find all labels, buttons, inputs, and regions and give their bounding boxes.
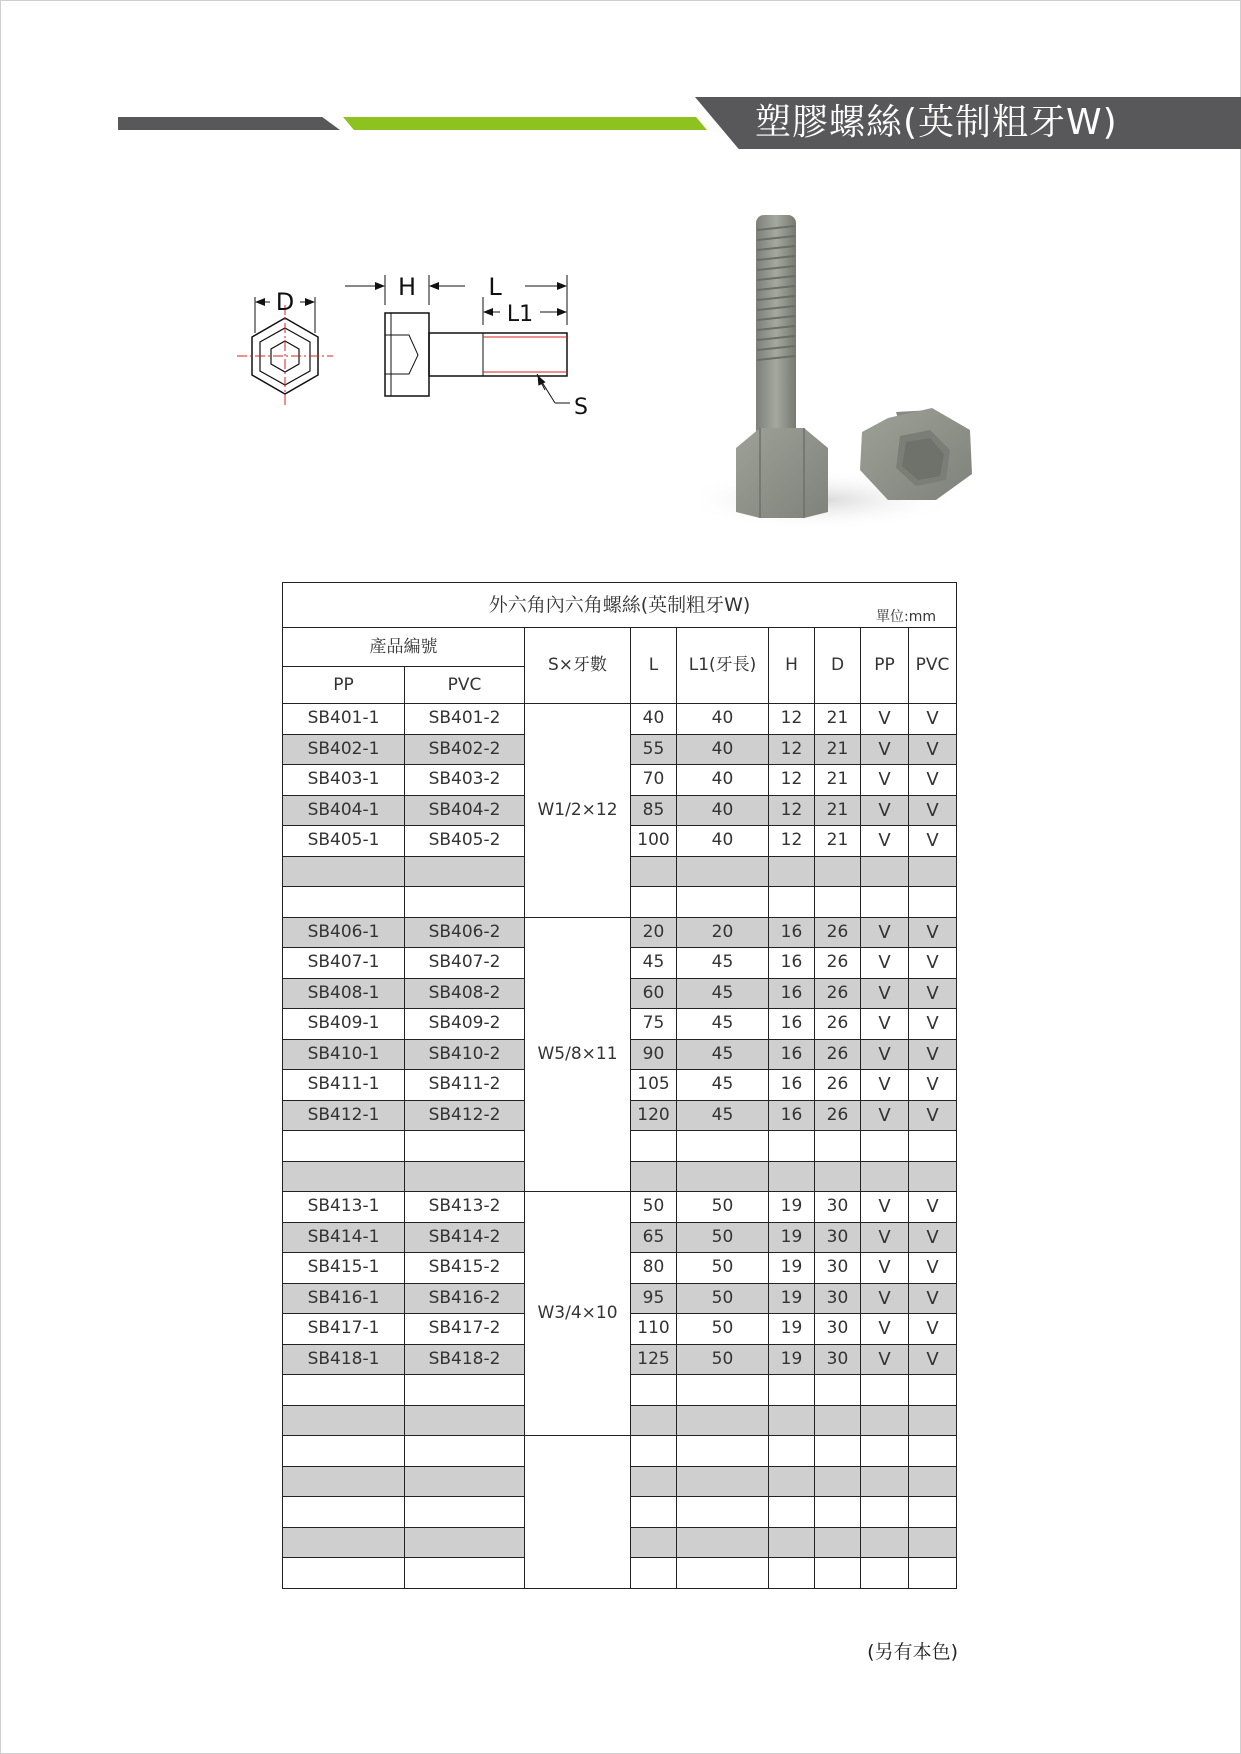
cell-l1: 45	[677, 978, 769, 1009]
header-d: D	[815, 628, 861, 704]
cell-l: 105	[631, 1070, 677, 1101]
cell-pvc-no: SB414-2	[405, 1222, 525, 1253]
cell-l1: 40	[677, 826, 769, 857]
cell-d: 21	[815, 826, 861, 857]
cell-pp-no: SB403-1	[283, 765, 405, 796]
header-s: S×牙數	[525, 628, 631, 704]
cell-pp-check: V	[861, 1314, 909, 1345]
cell-pp-check: V	[861, 1222, 909, 1253]
cell-h: 19	[769, 1222, 815, 1253]
cell-h	[769, 1131, 815, 1162]
cell-l: 40	[631, 704, 677, 735]
cell-d: 26	[815, 1009, 861, 1040]
cell-pvc-check: V	[909, 795, 957, 826]
bolt-side-view	[345, 275, 588, 420]
cell-pvc-no: SB402-2	[405, 734, 525, 765]
cell-pvc-check: V	[909, 704, 957, 735]
cell-pvc-check	[909, 1497, 957, 1528]
cell-pp-no	[283, 1558, 405, 1589]
cell-pvc-check: V	[909, 1039, 957, 1070]
cell-l1: 50	[677, 1222, 769, 1253]
cell-d: 30	[815, 1344, 861, 1375]
cell-d: 26	[815, 917, 861, 948]
cell-pp-check: V	[861, 765, 909, 796]
label-l1: L1	[506, 302, 534, 327]
cell-d: 26	[815, 948, 861, 979]
cell-h: 12	[769, 765, 815, 796]
cell-pvc-no: SB410-2	[405, 1039, 525, 1070]
cell-pvc-check	[909, 1527, 957, 1558]
cell-d	[815, 1131, 861, 1162]
cell-l: 90	[631, 1039, 677, 1070]
cell-d: 30	[815, 1314, 861, 1345]
cell-l1: 50	[677, 1283, 769, 1314]
cell-pp-no	[283, 1527, 405, 1558]
cell-pp-no	[283, 1161, 405, 1192]
cell-pp-no: SB418-1	[283, 1344, 405, 1375]
cell-l: 60	[631, 978, 677, 1009]
cell-l: 80	[631, 1253, 677, 1284]
cell-pvc-check	[909, 1375, 957, 1406]
cell-l1	[677, 1466, 769, 1497]
cell-pp-no	[283, 1466, 405, 1497]
cell-pp-no: SB416-1	[283, 1283, 405, 1314]
cell-d: 21	[815, 734, 861, 765]
cell-pvc-no	[405, 856, 525, 887]
cell-pvc-check: V	[909, 1344, 957, 1375]
cell-pp-no	[283, 1131, 405, 1162]
cell-d: 21	[815, 765, 861, 796]
cell-l1: 50	[677, 1253, 769, 1284]
cell-l1: 45	[677, 1070, 769, 1101]
cell-pvc-check	[909, 1466, 957, 1497]
cell-d	[815, 856, 861, 887]
cell-pp-check	[861, 1405, 909, 1436]
cell-pp-check: V	[861, 1070, 909, 1101]
cell-pvc-check: V	[909, 1253, 957, 1284]
cell-l	[631, 887, 677, 918]
cell-pvc-no: SB403-2	[405, 765, 525, 796]
bolt-product-photo	[700, 200, 1000, 540]
cell-d	[815, 1436, 861, 1467]
cell-pp-check: V	[861, 978, 909, 1009]
cell-l1: 40	[677, 795, 769, 826]
cell-h	[769, 1527, 815, 1558]
cell-l	[631, 856, 677, 887]
cell-l	[631, 1161, 677, 1192]
cell-pp-no: SB414-1	[283, 1222, 405, 1253]
cell-h: 16	[769, 917, 815, 948]
cell-pp-check: V	[861, 1100, 909, 1131]
cell-l	[631, 1558, 677, 1589]
cell-pvc-no: SB401-2	[405, 704, 525, 735]
cell-l1	[677, 1405, 769, 1436]
cell-pp-check: V	[861, 1253, 909, 1284]
cell-pvc-no	[405, 1497, 525, 1528]
cell-pvc-check: V	[909, 917, 957, 948]
cell-l1	[677, 1436, 769, 1467]
unit-label: 單位:mm	[876, 609, 936, 625]
cell-pp-check	[861, 1375, 909, 1406]
cell-h: 19	[769, 1283, 815, 1314]
table-row	[283, 704, 957, 735]
cell-l1: 45	[677, 1039, 769, 1070]
header-pvc-material: PVC	[909, 628, 957, 704]
cell-pvc-no: SB405-2	[405, 826, 525, 857]
cell-l1: 50	[677, 1344, 769, 1375]
cell-pvc-check	[909, 1436, 957, 1467]
cell-d	[815, 1161, 861, 1192]
cell-l1: 50	[677, 1314, 769, 1345]
cell-l: 70	[631, 765, 677, 796]
cell-pvc-no: SB406-2	[405, 917, 525, 948]
cell-h	[769, 1558, 815, 1589]
cell-l1: 45	[677, 1100, 769, 1131]
cell-pp-check	[861, 1466, 909, 1497]
cell-pp-no: SB413-1	[283, 1192, 405, 1223]
cell-pp-check	[861, 887, 909, 918]
cell-h: 19	[769, 1344, 815, 1375]
cell-pvc-check: V	[909, 734, 957, 765]
cell-d: 30	[815, 1253, 861, 1284]
header-pp-material: PP	[861, 628, 909, 704]
cell-l: 125	[631, 1344, 677, 1375]
cell-pp-check: V	[861, 826, 909, 857]
cell-d: 26	[815, 978, 861, 1009]
cell-d: 26	[815, 1039, 861, 1070]
cell-d	[815, 1497, 861, 1528]
cell-pvc-check: V	[909, 1192, 957, 1223]
cell-pvc-no: SB411-2	[405, 1070, 525, 1101]
cell-pp-no: SB401-1	[283, 704, 405, 735]
cell-pvc-check: V	[909, 1070, 957, 1101]
cell-pp-no: SB411-1	[283, 1070, 405, 1101]
cell-pp-check: V	[861, 734, 909, 765]
cell-l1	[677, 1161, 769, 1192]
cell-pvc-no: SB408-2	[405, 978, 525, 1009]
cell-h: 12	[769, 826, 815, 857]
cell-h: 19	[769, 1192, 815, 1223]
cell-l: 85	[631, 795, 677, 826]
cell-pp-check	[861, 1527, 909, 1558]
cell-pvc-check: V	[909, 1100, 957, 1131]
cell-h	[769, 887, 815, 918]
cell-pp-check: V	[861, 917, 909, 948]
cell-d	[815, 1375, 861, 1406]
cell-l1: 40	[677, 765, 769, 796]
cell-pp-no: SB410-1	[283, 1039, 405, 1070]
cell-h	[769, 1436, 815, 1467]
cell-pp-check: V	[861, 1039, 909, 1070]
cell-l: 120	[631, 1100, 677, 1131]
cell-pvc-no	[405, 1558, 525, 1589]
cell-pvc-no: SB415-2	[405, 1253, 525, 1284]
cell-h: 12	[769, 734, 815, 765]
cell-l: 110	[631, 1314, 677, 1345]
header-l: L	[631, 628, 677, 704]
cell-pvc-check	[909, 1558, 957, 1589]
header-pp: PP	[283, 667, 405, 704]
table-row	[283, 1192, 957, 1223]
cell-pp-check: V	[861, 948, 909, 979]
cell-pp-no: SB406-1	[283, 917, 405, 948]
cell-pp-check: V	[861, 1192, 909, 1223]
bolt-technical-drawing	[225, 275, 625, 475]
cell-pvc-check: V	[909, 1283, 957, 1314]
cell-pp-no: SB405-1	[283, 826, 405, 857]
cell-pvc-no: SB413-2	[405, 1192, 525, 1223]
cell-pvc-no	[405, 1375, 525, 1406]
cell-l1	[677, 887, 769, 918]
cell-h: 12	[769, 795, 815, 826]
cell-pp-no: SB402-1	[283, 734, 405, 765]
cell-thread-size: W1/2×12	[525, 704, 631, 918]
cell-pp-check	[861, 1131, 909, 1162]
table-row	[283, 917, 957, 948]
cell-pvc-no	[405, 1131, 525, 1162]
cell-pp-check: V	[861, 704, 909, 735]
spec-table	[282, 582, 957, 1589]
cell-pp-check	[861, 1161, 909, 1192]
hex-front-view	[237, 288, 333, 405]
cell-h: 19	[769, 1253, 815, 1284]
cell-l1	[677, 856, 769, 887]
cell-pvc-check: V	[909, 978, 957, 1009]
cell-pp-check: V	[861, 795, 909, 826]
cell-l	[631, 1405, 677, 1436]
cell-pvc-no: SB416-2	[405, 1283, 525, 1314]
cell-l	[631, 1131, 677, 1162]
cell-d	[815, 1527, 861, 1558]
cell-pvc-no	[405, 1527, 525, 1558]
cell-d: 30	[815, 1222, 861, 1253]
cell-l: 50	[631, 1192, 677, 1223]
table-row	[283, 1436, 957, 1467]
cell-pvc-no: SB404-2	[405, 795, 525, 826]
cell-pp-check: V	[861, 1344, 909, 1375]
cell-pp-check: V	[861, 1283, 909, 1314]
header-product-no: 產品編號	[283, 628, 525, 667]
color-note: (另有本色)	[867, 1641, 958, 1663]
header-pvc: PVC	[405, 667, 525, 704]
label-s: S	[574, 395, 588, 420]
table-title: 外六角內六角螺絲(英制粗牙W)	[488, 593, 751, 616]
cell-pp-check	[861, 1497, 909, 1528]
label-l: L	[488, 275, 502, 301]
cell-pvc-no	[405, 1405, 525, 1436]
cell-l: 20	[631, 917, 677, 948]
cell-pvc-check: V	[909, 1009, 957, 1040]
cell-pvc-check: V	[909, 948, 957, 979]
cell-l	[631, 1466, 677, 1497]
cell-pp-no	[283, 1497, 405, 1528]
label-h: H	[397, 275, 417, 301]
cell-pp-no	[283, 1375, 405, 1406]
cell-pvc-check: V	[909, 1222, 957, 1253]
spec-table-body	[283, 704, 957, 1589]
cell-thread-size	[525, 1436, 631, 1589]
cell-pp-no: SB404-1	[283, 795, 405, 826]
cell-l: 55	[631, 734, 677, 765]
cell-l	[631, 1375, 677, 1406]
header-bar-dark	[118, 117, 340, 130]
cell-pp-check	[861, 1558, 909, 1589]
cell-d: 21	[815, 704, 861, 735]
cell-pvc-check	[909, 856, 957, 887]
cell-l	[631, 1436, 677, 1467]
cell-l: 95	[631, 1283, 677, 1314]
cell-pp-no: SB409-1	[283, 1009, 405, 1040]
cell-d	[815, 1405, 861, 1436]
cell-h: 16	[769, 1009, 815, 1040]
cell-thread-size: W5/8×11	[525, 917, 631, 1192]
cell-pp-no	[283, 1405, 405, 1436]
cell-l	[631, 1497, 677, 1528]
cell-d: 30	[815, 1283, 861, 1314]
page-title: 塑膠螺絲(英制粗牙W)	[755, 102, 1118, 143]
label-d: D	[275, 288, 295, 316]
cell-pvc-no: SB417-2	[405, 1314, 525, 1345]
cell-pvc-no	[405, 1436, 525, 1467]
cell-l1: 40	[677, 734, 769, 765]
cell-pvc-no: SB412-2	[405, 1100, 525, 1131]
cell-h	[769, 1375, 815, 1406]
cell-pvc-no: SB418-2	[405, 1344, 525, 1375]
cell-pp-check: V	[861, 1009, 909, 1040]
cell-pp-no: SB407-1	[283, 948, 405, 979]
cell-pvc-check: V	[909, 765, 957, 796]
cell-l: 45	[631, 948, 677, 979]
cell-d: 26	[815, 1100, 861, 1131]
cell-pp-no: SB417-1	[283, 1314, 405, 1345]
cell-h: 12	[769, 704, 815, 735]
cell-d: 26	[815, 1070, 861, 1101]
cell-pvc-no: SB409-2	[405, 1009, 525, 1040]
cell-l1	[677, 1497, 769, 1528]
cell-d	[815, 1466, 861, 1497]
header-bar-green	[343, 117, 707, 130]
table-title-cell	[283, 583, 957, 628]
cell-pvc-no	[405, 1161, 525, 1192]
cell-pp-check	[861, 856, 909, 887]
cell-pvc-check	[909, 887, 957, 918]
header-h: H	[769, 628, 815, 704]
cell-l1: 50	[677, 1192, 769, 1223]
cell-pp-check	[861, 1436, 909, 1467]
cell-pp-no	[283, 856, 405, 887]
cell-h: 16	[769, 1070, 815, 1101]
cell-pvc-no	[405, 887, 525, 918]
cell-l: 65	[631, 1222, 677, 1253]
cell-pp-no	[283, 887, 405, 918]
cell-pvc-check	[909, 1405, 957, 1436]
cell-l1	[677, 1375, 769, 1406]
cell-l1	[677, 1131, 769, 1162]
cell-l1: 45	[677, 948, 769, 979]
cell-h: 16	[769, 1100, 815, 1131]
cell-h: 19	[769, 1314, 815, 1345]
cell-pp-no: SB415-1	[283, 1253, 405, 1284]
header-l1: L1(牙長)	[677, 628, 769, 704]
cell-h	[769, 856, 815, 887]
cell-l: 75	[631, 1009, 677, 1040]
cell-thread-size: W3/4×10	[525, 1192, 631, 1436]
cell-d: 30	[815, 1192, 861, 1223]
cell-l1	[677, 1527, 769, 1558]
cell-d	[815, 1558, 861, 1589]
cell-l: 100	[631, 826, 677, 857]
cell-pp-no: SB408-1	[283, 978, 405, 1009]
cell-h: 16	[769, 978, 815, 1009]
cell-h: 16	[769, 1039, 815, 1070]
cell-pvc-check: V	[909, 1314, 957, 1345]
cell-pvc-no: SB407-2	[405, 948, 525, 979]
cell-pvc-check	[909, 1131, 957, 1162]
cell-h: 16	[769, 948, 815, 979]
cell-h	[769, 1497, 815, 1528]
cell-pvc-check	[909, 1161, 957, 1192]
cell-d: 21	[815, 795, 861, 826]
cell-l1: 40	[677, 704, 769, 735]
cell-pp-no: SB412-1	[283, 1100, 405, 1131]
cell-d	[815, 887, 861, 918]
cell-h	[769, 1466, 815, 1497]
cell-pp-no	[283, 1436, 405, 1467]
cell-l1: 20	[677, 917, 769, 948]
cell-l1: 45	[677, 1009, 769, 1040]
cell-h	[769, 1405, 815, 1436]
cell-pvc-no	[405, 1466, 525, 1497]
cell-l	[631, 1527, 677, 1558]
cell-pvc-check: V	[909, 826, 957, 857]
cell-l1	[677, 1558, 769, 1589]
cell-h	[769, 1161, 815, 1192]
